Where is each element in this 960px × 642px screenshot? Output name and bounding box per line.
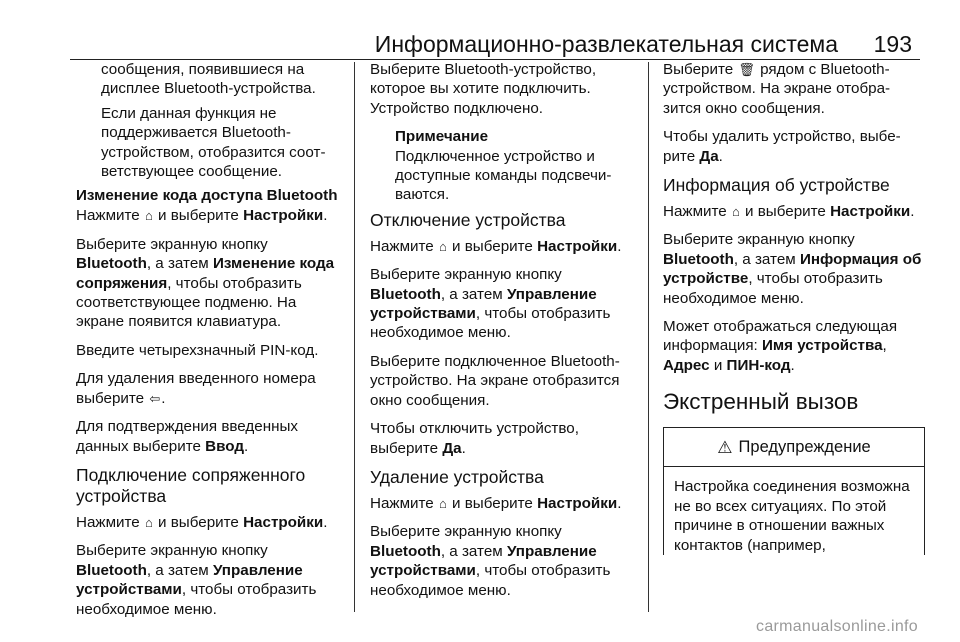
paragraph: Если данная функция не поддерживается Bluetooth-устройством, отобразится соот-ветствующее сообщение. xyxy=(101,104,326,181)
home-icon: ⌂ xyxy=(144,208,153,224)
paragraph: Выберите подключенное Bluetooth-устройство. На экране отобразится окно сообщения. xyxy=(370,352,620,409)
paragraph: Выберите экранную кнопку Bluetooth, а затем Управление устройствами, чтобы отобразить необходимое меню. xyxy=(370,266,611,342)
paragraph: Нажмите ⌂ и выберите Настройки. xyxy=(76,513,328,531)
warning-box xyxy=(663,427,925,555)
paragraph: Нажмите ⌂ и выберите Настройки. xyxy=(370,494,622,512)
paragraph: Выберите экранную кнопку Bluetooth, а затем Управление устройствами, чтобы отобразить необходимое меню. xyxy=(76,542,317,618)
paragraph: Введите четырехзначный PIN-код. xyxy=(76,341,319,359)
page-title: Информационно-развлекательная система xyxy=(374,31,838,57)
continued-note xyxy=(76,60,344,181)
column-2 xyxy=(370,60,636,609)
column-divider-1 xyxy=(354,62,355,612)
home-icon: ⌂ xyxy=(438,238,447,254)
paragraph: Для удаления введенного номера выберите ⇦. xyxy=(76,370,316,407)
heading-delete-device: Удаление устройства xyxy=(370,466,544,487)
paragraph: сообщения, появившиеся на дисплее Bluetooth-устройства. xyxy=(101,61,316,98)
trash-icon: 🗑 xyxy=(738,62,755,77)
note-text: Подключенное устройство и доступные команды подсвечи-ваются. xyxy=(395,147,612,204)
warning-header xyxy=(664,428,924,467)
note-block xyxy=(370,127,636,205)
paragraph: Нажмите ⌂ и выберите Настройки. xyxy=(370,237,622,255)
paragraph: Нажмите ⌂ и выберите Настройки. xyxy=(76,207,328,225)
heading-change-code: Изменение кода доступа Bluetooth xyxy=(76,187,338,205)
paragraph: Выберите экранную кнопку Bluetooth, а затем Изменение кода сопряжения, чтобы отобразить соответствующее подменю. На экране появится клавиатура. xyxy=(76,235,335,331)
paragraph: Выберите Bluetooth-устройство, которое вы хотите подключить. Устройство подключено. xyxy=(370,61,597,117)
heading-disconnect-device: Отключение устройства xyxy=(370,209,566,230)
paragraph: Нажмите ⌂ и выберите Настройки. xyxy=(663,203,915,221)
paragraph: Чтобы удалить устройство, выбе-рите Да. xyxy=(663,128,901,165)
paragraph: Выберите 🗑 рядом с Bluetooth-устройством. На экране отобра-зится окно сообщения. xyxy=(663,61,891,117)
warning-icon: ⚠ xyxy=(717,437,733,457)
paragraph: Выберите экранную кнопку Bluetooth, а затем Управление устройствами, чтобы отобразить необходимое меню. xyxy=(370,523,611,599)
paragraph: Для подтверждения введенных данных выберите Ввод. xyxy=(76,418,298,455)
paragraph: Выберите экранную кнопку Bluetooth, а затем Информация об устройстве, чтобы отобразить необходимое меню. xyxy=(663,231,922,307)
heading-device-info: Информация об устройстве xyxy=(663,175,890,196)
column-1 xyxy=(76,60,344,628)
column-3 xyxy=(663,60,925,555)
watermark: carmanualsonline.info xyxy=(756,618,918,635)
paragraph: Чтобы отключить устройство, выберите Да. xyxy=(370,420,579,457)
home-icon: ⌂ xyxy=(731,204,740,220)
page-header xyxy=(0,0,960,62)
page-number: 193 xyxy=(873,31,912,57)
note-title: Примечание xyxy=(395,128,489,146)
heading-connect-device: Подключение сопряженного устройства xyxy=(76,464,306,506)
backspace-icon: ⇦ xyxy=(149,390,161,406)
home-icon: ⌂ xyxy=(144,514,153,530)
warning-body: Настройка соединения возможна не во всех ситуациях. По этой причине в отношении важных контактов (например, xyxy=(674,478,910,554)
home-icon: ⌂ xyxy=(438,495,447,511)
heading-emergency-call: Экстренный вызов xyxy=(663,389,859,415)
warning-title: Предупреждение xyxy=(738,437,871,456)
paragraph: Может отображаться следующая информация: Имя устройства, Адрес и ПИН-код. xyxy=(663,318,898,374)
column-divider-2 xyxy=(648,62,649,612)
